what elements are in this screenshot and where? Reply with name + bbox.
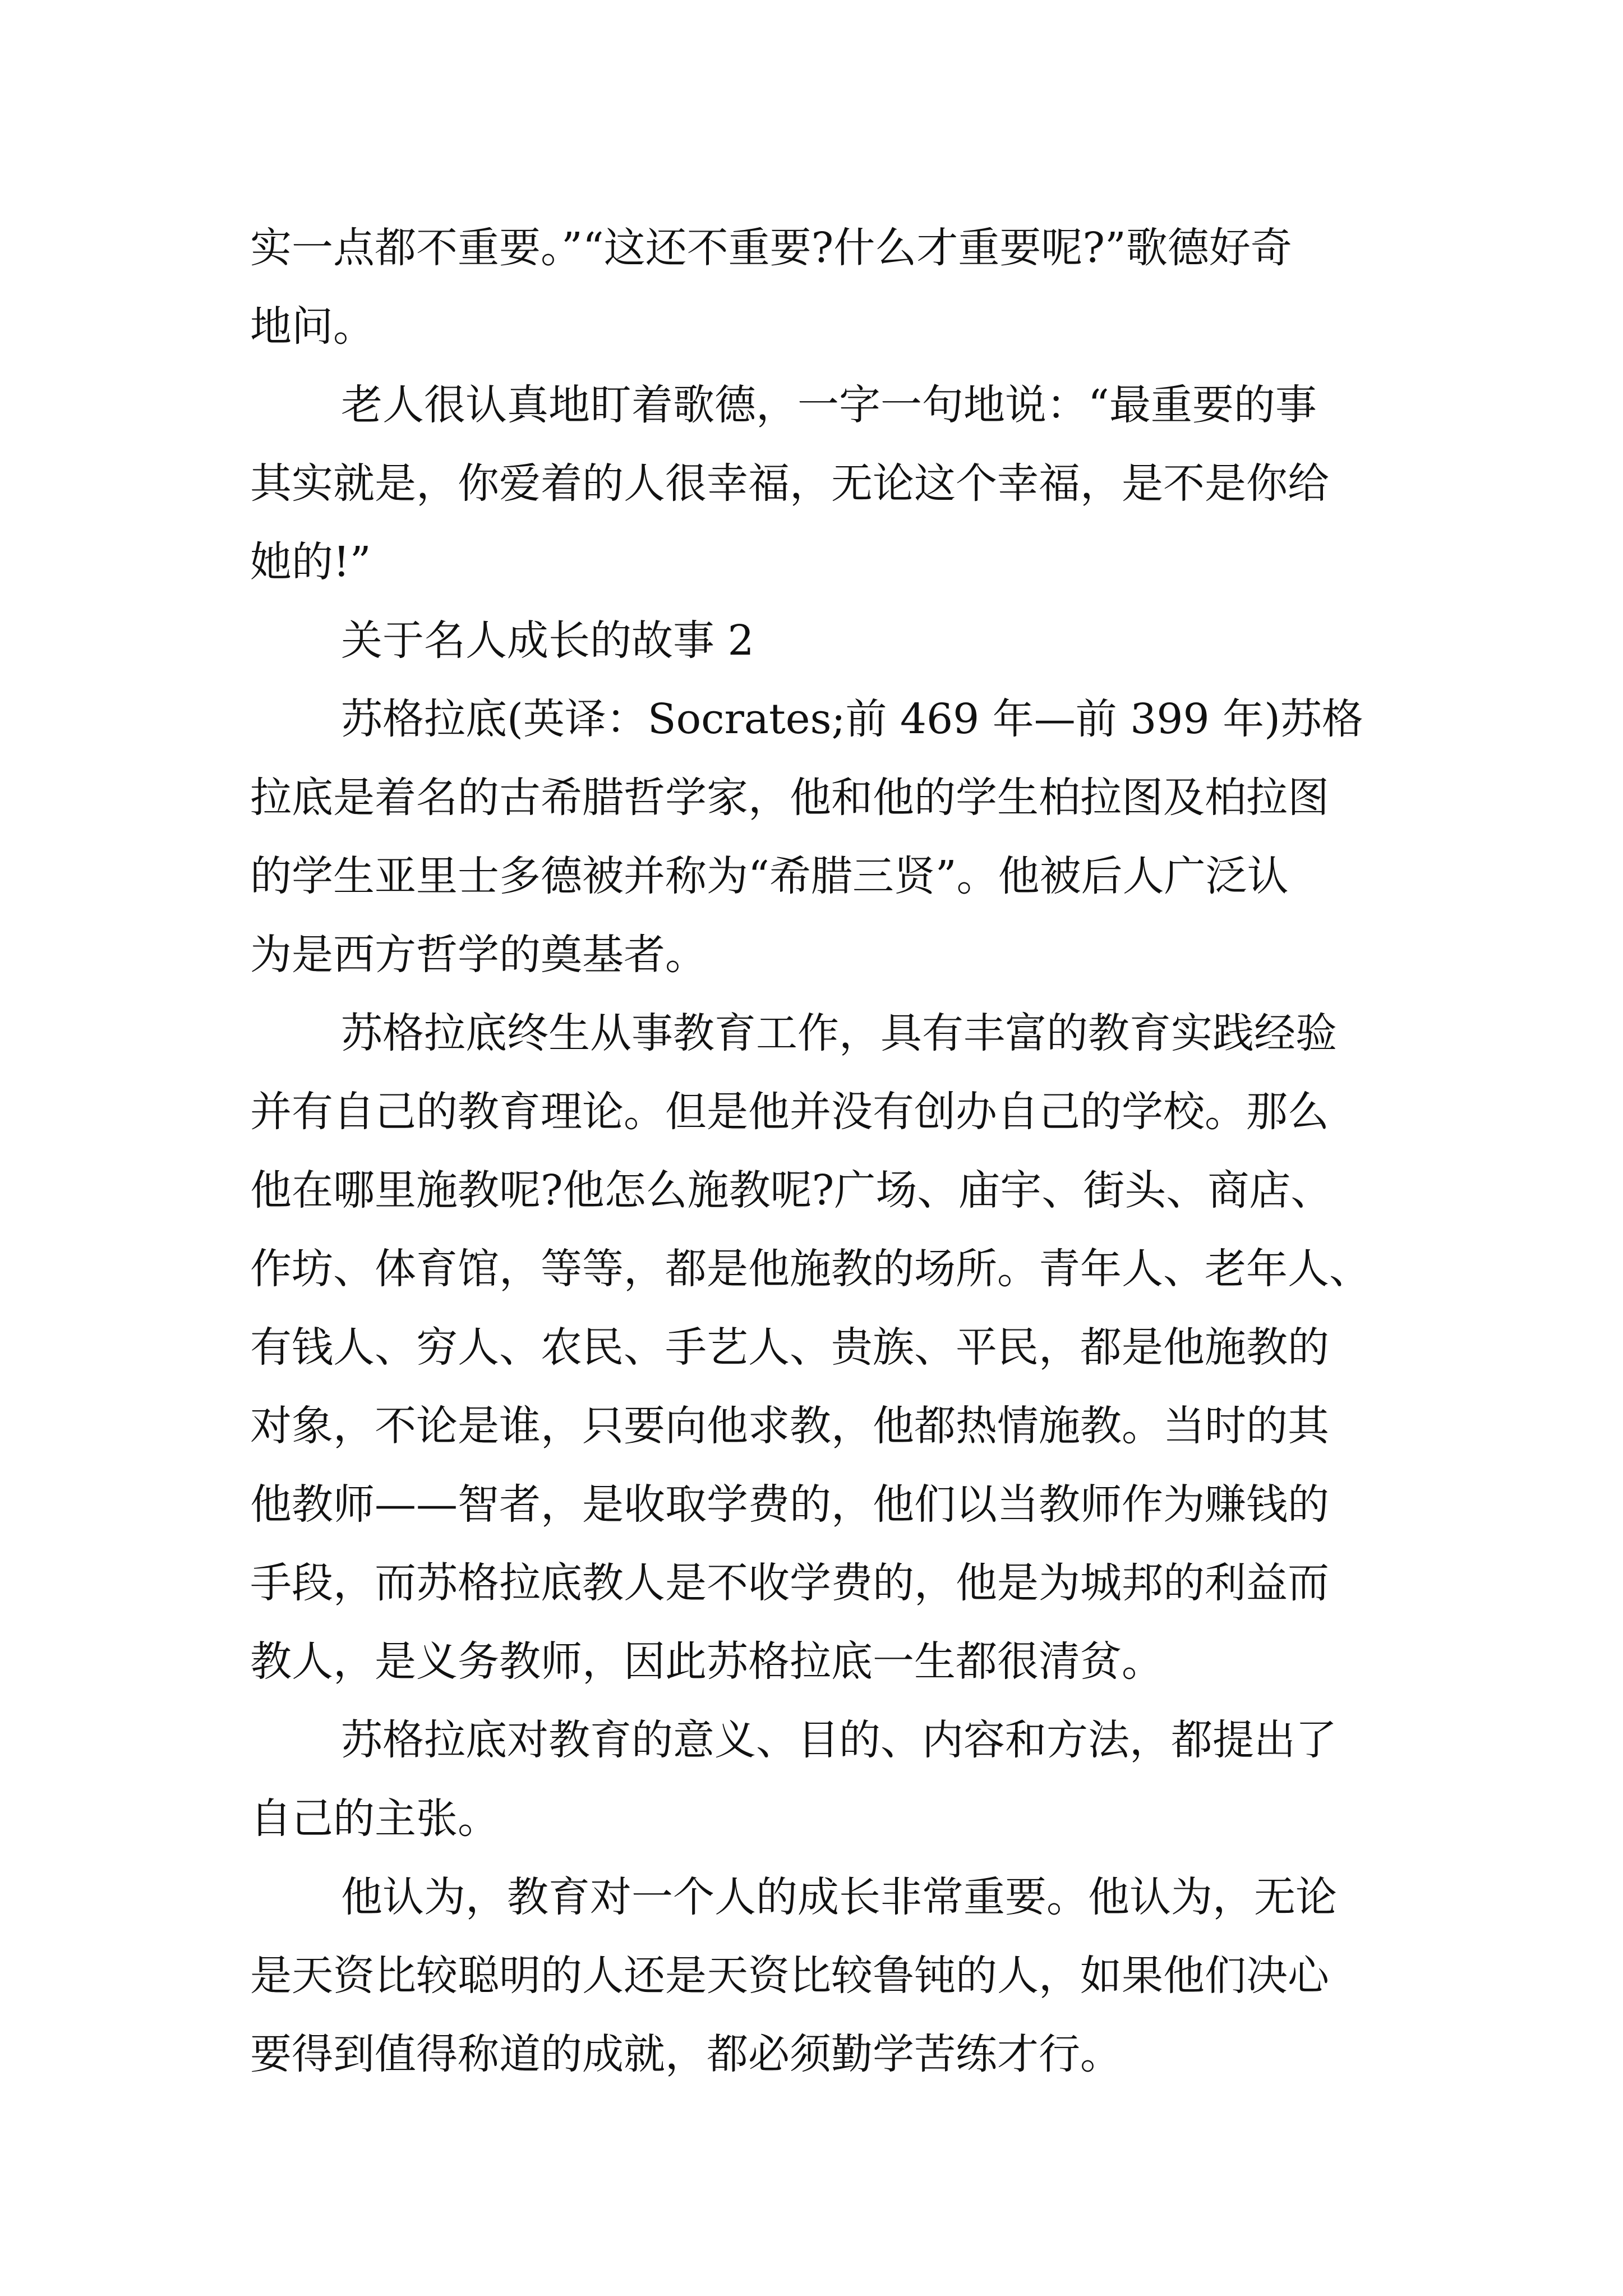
text-line: 她的!”	[250, 538, 371, 586]
paragraph	[250, 366, 1389, 601]
text-line: 他认为，教育对一个人的成长非常重要。他认为，无论	[341, 1873, 1337, 1921]
text-line: 并有自己的教育理论。但是他并没有创办自己的学校。那么	[250, 1088, 1329, 1136]
text-line: 要得到值得称道的成就，都必须勤学苦练才行。	[250, 2030, 1122, 2078]
document-body	[250, 209, 1389, 2093]
text-line: 拉底是着名的古希腊哲学家，他和他的学生柏拉图及柏拉图	[250, 774, 1329, 822]
text-line: 作坊、体育馆，等等，都是他施教的场所。青年人、老年人、	[250, 1245, 1371, 1293]
text-line: 是天资比较聪明的人还是天资比较鲁钝的人，如果他们决心	[250, 1952, 1329, 2000]
section-heading	[250, 601, 1389, 680]
text-line: 自己的主张。	[250, 1795, 499, 1843]
text-line: 实一点都不重要。”“这还不重要?什么才重要呢?”歌德好奇	[250, 224, 1292, 272]
text-line: 手段，而苏格拉底教人是不收学费的，他是为城邦的利益而	[250, 1559, 1329, 1607]
paragraph	[250, 994, 1389, 1701]
paragraph	[250, 209, 1389, 366]
text-line: 其实就是，你爱着的人很幸福，无论这个幸福，是不是你给	[250, 459, 1329, 508]
text-line: 为是西方哲学的奠基者。	[250, 931, 707, 979]
text-line: 教人，是义务教师，因此苏格拉底一生都很清贫。	[250, 1637, 1163, 1686]
text-line: 他教师——智者，是收取学费的，他们以当教师作为赚钱的	[250, 1480, 1329, 1529]
text-line: 对象，不论是谁，只要向他求教，他都热情施教。当时的其	[250, 1402, 1329, 1450]
text-line: 苏格拉底终生从事教育工作，具有丰富的教育实践经验	[341, 1009, 1337, 1057]
text-line: 老人很认真地盯着歌德，一字一句地说：“最重要的事	[341, 381, 1317, 429]
text-line: 的学生亚里士多德被并称为“希腊三贤”。他被后人广泛认	[250, 852, 1289, 900]
text-line: 有钱人、穷人、农民、手艺人、贵族、平民，都是他施教的	[250, 1323, 1329, 1372]
text-line: 地问。	[250, 302, 375, 351]
text-line: 苏格拉底(英译：Socrates;前 469 年—前 399 年)苏格	[341, 695, 1363, 743]
paragraph	[250, 680, 1389, 994]
text-line: 他在哪里施教呢?他怎么施教呢?广场、庙宇、街头、商店、	[250, 1166, 1332, 1214]
text-line: 苏格拉底对教育的意义、目的、内容和方法，都提出了	[341, 1716, 1337, 1764]
paragraph	[250, 1701, 1389, 1858]
paragraph	[250, 1858, 1389, 2093]
text-line: 关于名人成长的故事 2	[341, 616, 754, 665]
